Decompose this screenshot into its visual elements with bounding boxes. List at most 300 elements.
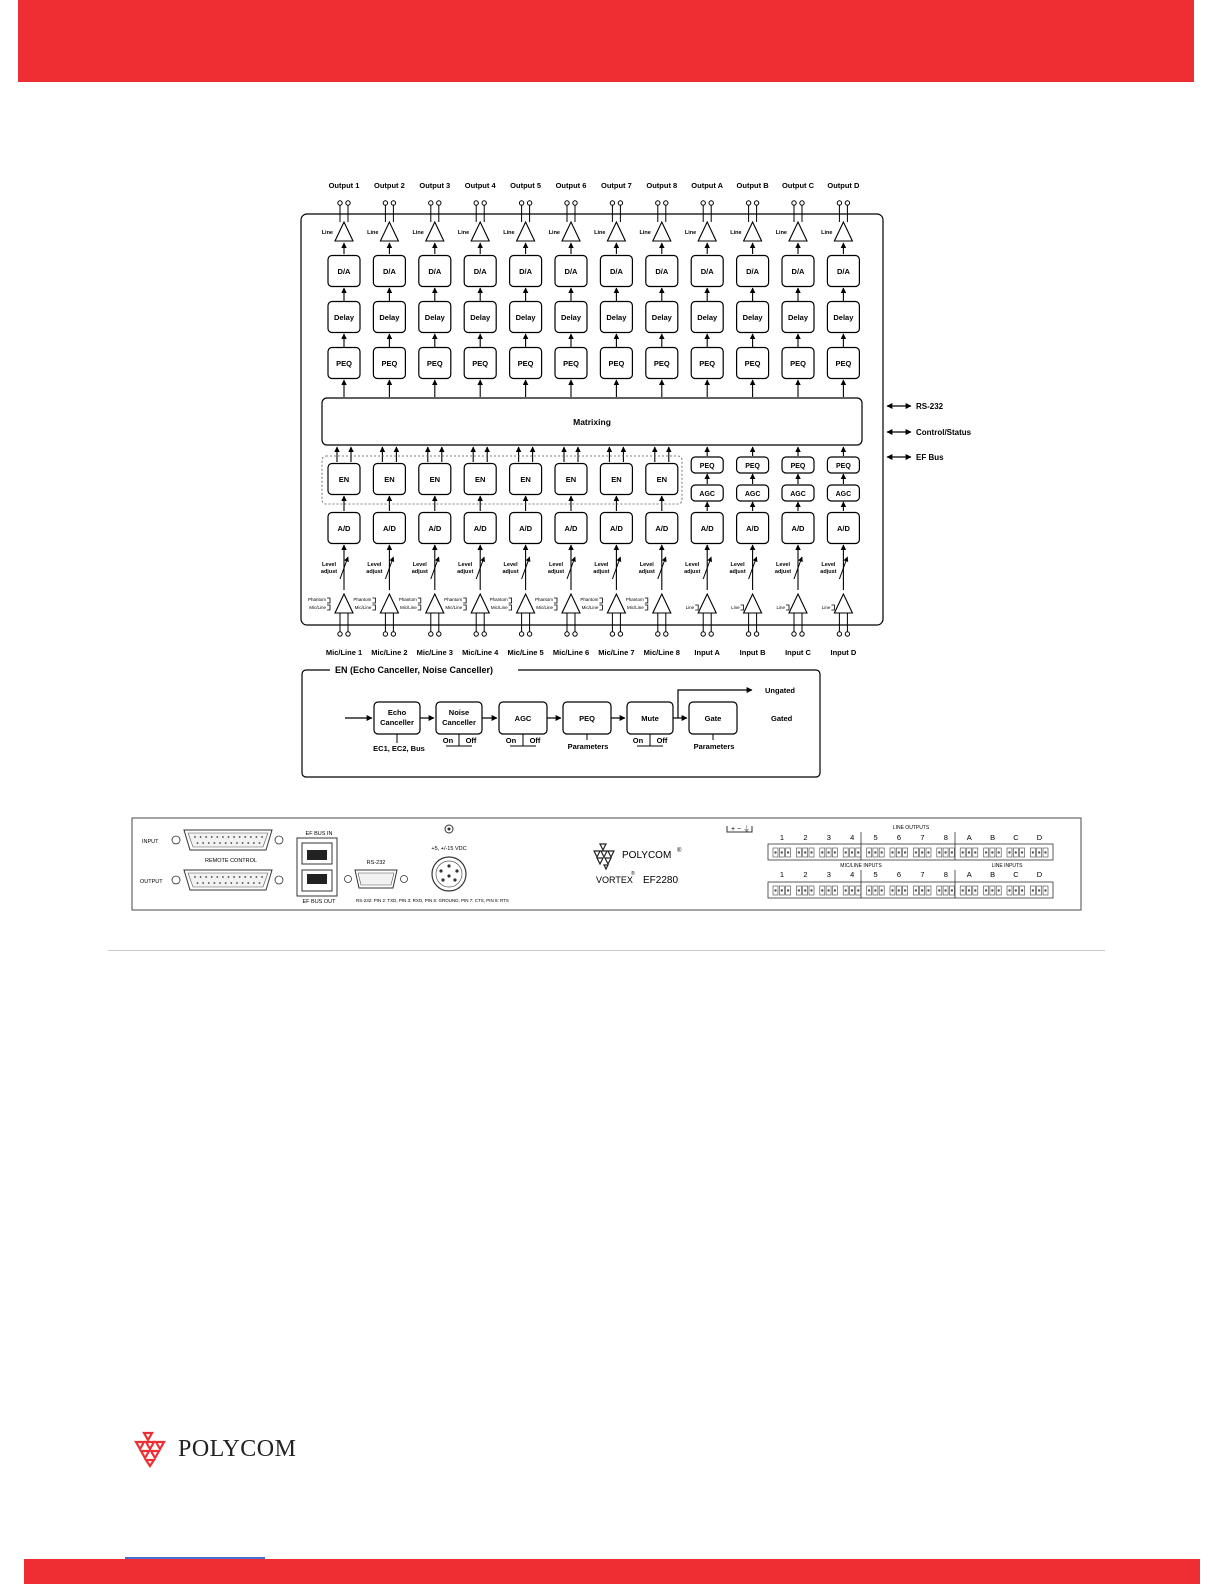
agc-block-label: AGC — [699, 491, 715, 498]
mic-line-label: Mic/Line — [445, 605, 463, 610]
db-pin — [259, 882, 261, 884]
output-terminal — [800, 201, 804, 205]
output-terminal — [610, 201, 614, 205]
output-terminal — [391, 201, 395, 205]
channel-number: 7 — [920, 870, 925, 879]
terminal-screw — [1015, 851, 1017, 853]
terminal-screw — [951, 889, 953, 891]
model-registered-icon: ® — [631, 871, 635, 877]
line-label: Line — [412, 230, 424, 236]
input-label-8: Mic/Line 8 — [643, 648, 680, 657]
terminal-screw — [1008, 851, 1010, 853]
delay-block-label: Delay — [470, 313, 491, 322]
mic-line-label: Mic/Line — [581, 605, 599, 610]
output-label-7: Output 7 — [600, 181, 632, 190]
input-label-5: Mic/Line 5 — [507, 648, 544, 657]
mic-line-label: Mic/Line — [490, 605, 508, 610]
level-label: Level — [775, 562, 791, 568]
rs232-pins-label: RS-232: PIN 2: TXD, PIN 3: RXD, PIN 5: GROUND, PIN 7: CTS, PIN 8: RTS — [356, 898, 509, 903]
terminal-screw — [927, 889, 929, 891]
peq-block-label: PEQ — [744, 359, 761, 368]
input-peq-block-label: PEQ — [790, 463, 806, 470]
input-label-7: Mic/Line 7 — [598, 648, 635, 657]
ad-block-label: A/D — [791, 524, 805, 533]
db-pin — [202, 842, 204, 844]
output-label-12: Output D — [827, 181, 860, 190]
terminal-screw — [881, 889, 883, 891]
model-prefix: VORTEX — [596, 875, 633, 885]
echo-canceller-label-1: Echo — [387, 708, 407, 717]
phantom-label: Phantom — [625, 597, 644, 602]
input-peq-block-label: PEQ — [699, 463, 715, 470]
input-amp-icon — [834, 594, 852, 613]
input-terminal — [346, 632, 350, 636]
terminal-screw — [881, 851, 883, 853]
terminal-screw — [898, 889, 900, 891]
nc-on: On — [442, 736, 454, 745]
ad-block-label: A/D — [428, 524, 442, 533]
rs232-label: RS-232 — [366, 860, 386, 866]
input-peq-block-label: PEQ — [745, 463, 760, 470]
adjust-label: adjust — [366, 569, 383, 575]
input-label-3: Mic/Line 3 — [416, 648, 453, 657]
da-block-label: D/A — [382, 267, 396, 276]
channel-number: 4 — [850, 833, 855, 842]
mic-line-label: Mic/Line — [400, 605, 417, 610]
terminal-screw — [821, 889, 823, 891]
input-amp-icon — [653, 594, 671, 613]
en-block-label: EN — [565, 475, 577, 484]
input-amp-icon — [744, 594, 762, 613]
db-pin — [239, 836, 241, 838]
peq-block-label: PEQ — [699, 359, 716, 368]
adjust-label: adjust — [320, 569, 338, 575]
echo-canceller-label-2: Canceller — [380, 718, 414, 727]
terminal-screw — [787, 889, 789, 891]
level-label: Level — [367, 562, 382, 568]
output-amp-icon — [789, 222, 807, 241]
ungated-label: Ungated — [765, 686, 795, 695]
db-pin — [211, 836, 213, 838]
ad-block-label: A/D — [473, 524, 487, 533]
peq-block-label: PEQ — [653, 359, 670, 368]
output-amp-icon — [653, 222, 671, 241]
output-terminal — [701, 201, 705, 205]
output-amp-icon — [517, 222, 535, 241]
terminal-screw — [968, 889, 970, 891]
mute-off: Off — [656, 736, 668, 745]
adjust-label: adjust — [820, 569, 837, 575]
terminal-screw — [921, 851, 923, 853]
bottom-red-banner — [24, 1559, 1200, 1584]
db-pin — [200, 876, 202, 878]
terminal-screw — [944, 851, 946, 853]
agc-block-label: AGC — [835, 491, 852, 498]
channel-number: 2 — [803, 833, 808, 842]
terminal-screw — [851, 889, 853, 891]
input-terminal — [482, 632, 486, 636]
phantom-label: Phantom — [353, 597, 372, 602]
channel-number: C — [1013, 870, 1019, 879]
input-terminal — [437, 632, 441, 636]
input-label-6: Mic/Line 6 — [552, 648, 590, 657]
line-label: Line — [367, 230, 379, 236]
terminal-screw — [1038, 851, 1040, 853]
input-terminal — [754, 632, 758, 636]
input-terminal — [800, 632, 804, 636]
adjust-label: adjust — [593, 569, 610, 575]
terminal-screw — [962, 851, 964, 853]
delay-block-label: Delay — [379, 313, 400, 322]
input-terminal — [709, 632, 713, 636]
rear-output-label: OUTPUT — [140, 879, 163, 885]
phantom-label: Phantom — [489, 597, 508, 602]
output-terminal — [429, 201, 433, 205]
terminal-screw — [787, 851, 789, 853]
da-block-label: D/A — [564, 267, 578, 276]
input-terminal — [391, 632, 395, 636]
terminal-screw — [891, 889, 893, 891]
agc-block-label: AGC — [790, 491, 806, 498]
peq-block-label: PEQ — [336, 359, 352, 368]
output-label-2: Output 2 — [373, 181, 405, 190]
delay-block-label: Delay — [333, 313, 355, 322]
terminal-screw — [874, 851, 876, 853]
db-pin — [219, 842, 221, 844]
channel-number: 3 — [826, 870, 831, 879]
da-block-label: D/A — [337, 267, 351, 276]
terminal-screw — [1015, 889, 1017, 891]
level-label: Level — [321, 562, 337, 568]
db-pin — [261, 876, 263, 878]
db-pin — [202, 882, 204, 884]
output-terminal — [482, 201, 486, 205]
input-terminal — [837, 632, 841, 636]
mic-line-label: Mic/Line — [536, 605, 553, 610]
db-pin — [228, 836, 230, 838]
db-pin — [253, 882, 255, 884]
port-control-status: Control/Status — [916, 428, 972, 437]
input-terminal — [338, 632, 342, 636]
terminal-screw — [874, 889, 876, 891]
terminal-screw — [962, 889, 964, 891]
agc-block-label: AGC — [744, 491, 761, 498]
output-terminal — [565, 201, 569, 205]
line-in-label: Line — [821, 605, 831, 610]
remote-control-label: REMOTE CONTROL — [205, 858, 257, 864]
output-terminal — [664, 201, 668, 205]
input-amp-icon — [562, 594, 580, 613]
db-pin — [214, 842, 216, 844]
output-amp-icon — [426, 222, 444, 241]
level-label: Level — [685, 562, 700, 568]
level-label: Level — [458, 562, 473, 568]
terminal-screw — [921, 889, 923, 891]
terminal-screw — [834, 851, 836, 853]
terminal-screw — [798, 889, 800, 891]
output-amp-icon — [380, 222, 398, 241]
model-name: EF2280 — [643, 875, 679, 886]
terminal-screw — [821, 851, 823, 853]
port-rs232: RS-232 — [916, 402, 944, 411]
adjust-label: adjust — [774, 569, 792, 575]
delay-block-label: Delay — [787, 313, 809, 322]
input-amp-icon — [698, 594, 716, 613]
adjust-label: adjust — [547, 569, 565, 575]
agc-off: Off — [529, 736, 541, 745]
input-terminal — [565, 632, 569, 636]
delay-block-label: Delay — [606, 313, 627, 322]
output-label-3: Output 3 — [419, 181, 451, 190]
ad-block-label: A/D — [519, 524, 533, 533]
mic-line-label: Mic/Line — [309, 605, 326, 610]
terminal-screw — [834, 889, 836, 891]
line-in-label: Line — [731, 605, 740, 610]
da-block-label: D/A — [700, 267, 714, 276]
terminal-screw — [904, 851, 906, 853]
input-label-9: Input A — [694, 648, 720, 657]
db-pin — [225, 882, 227, 884]
db-pin — [259, 842, 261, 844]
input-amp-icon — [426, 594, 444, 613]
output-amp-icon — [744, 222, 762, 241]
ad-block-label: A/D — [700, 524, 714, 533]
da-block-label: D/A — [609, 267, 623, 276]
noise-canceller-label-2: Canceller — [442, 718, 476, 727]
input-terminal — [429, 632, 433, 636]
terminal-screw — [951, 851, 953, 853]
db-pin — [233, 876, 235, 878]
da-block-label: D/A — [746, 267, 760, 276]
terminal-screw — [1044, 889, 1046, 891]
db-pin — [197, 882, 199, 884]
output-label-1: Output 1 — [328, 181, 360, 190]
db-pin — [216, 836, 218, 838]
input-amp-icon — [607, 594, 625, 613]
terminal-screw — [868, 889, 870, 891]
channel-number: 2 — [803, 870, 808, 879]
svg-text:+ − ⏚: + − ⏚ — [731, 826, 751, 833]
en-block-label: EN — [611, 475, 622, 484]
level-label: Level — [594, 562, 609, 568]
channel-number: B — [990, 833, 996, 842]
line-label: Line — [503, 230, 515, 236]
ad-block-label: A/D — [609, 524, 623, 533]
da-block-label: D/A — [791, 267, 805, 276]
input-label-10: Input B — [739, 648, 766, 657]
terminal-screw — [857, 851, 859, 853]
terminal-screw — [1038, 889, 1040, 891]
db-pin — [205, 876, 207, 878]
db-pin — [208, 842, 210, 844]
output-terminal — [709, 201, 713, 205]
input-label-11: Input C — [785, 648, 811, 657]
ad-block-label: A/D — [836, 524, 850, 533]
mic-line-label: Mic/Line — [354, 605, 372, 610]
peq-block-label: PEQ — [381, 359, 398, 368]
level-label: Level — [821, 562, 836, 568]
terminal-screw — [810, 851, 812, 853]
terminal-screw — [927, 851, 929, 853]
delay-block-label: Delay — [560, 313, 582, 322]
ad-block-label: A/D — [382, 524, 396, 533]
db-pin — [225, 842, 227, 844]
input-terminal — [527, 632, 531, 636]
output-label-11: Output C — [781, 181, 815, 190]
terminal-screw — [938, 889, 940, 891]
output-terminal — [519, 201, 523, 205]
input-terminal — [474, 632, 478, 636]
mute-on: On — [632, 736, 644, 745]
nc-off: Off — [465, 736, 477, 745]
input-terminal — [519, 632, 523, 636]
terminal-screw — [857, 889, 859, 891]
channel-number: 6 — [896, 833, 902, 842]
line-label: Line — [730, 230, 742, 236]
db-pin — [239, 876, 241, 878]
output-amp-icon — [562, 222, 580, 241]
power-connector — [432, 857, 466, 891]
output-amp-icon — [471, 222, 489, 241]
phantom-label: Phantom — [580, 597, 599, 602]
da-block-label: D/A — [473, 267, 487, 276]
input-peq-block-label: PEQ — [836, 463, 851, 470]
channel-number: 8 — [943, 870, 948, 879]
input-amp-icon — [335, 594, 353, 613]
side-ports — [887, 402, 972, 462]
input-amp-icon — [517, 594, 535, 613]
en-block-label: EN — [474, 475, 486, 484]
ad-block-label: A/D — [746, 524, 760, 533]
output-terminal — [573, 201, 577, 205]
peq-block-label: PEQ — [608, 359, 625, 368]
phantom-label: Phantom — [307, 597, 326, 602]
output-terminal — [618, 201, 622, 205]
input-terminal — [701, 632, 705, 636]
phantom-label: Phantom — [534, 597, 553, 602]
line-label: Line — [457, 230, 470, 236]
input-terminal — [610, 632, 614, 636]
peq-block-label: PEQ — [426, 359, 443, 368]
db-pin — [222, 876, 224, 878]
db-pin — [253, 842, 255, 844]
rear-input-label: INPUT — [142, 839, 159, 845]
output-terminal — [383, 201, 387, 205]
line-inputs-label: LINE INPUTS — [991, 863, 1023, 869]
noise-canceller-label-1: Noise — [448, 708, 470, 717]
output-amp-icon — [607, 222, 625, 241]
db-pin — [200, 836, 202, 838]
line-outputs-label: LINE OUTPUTS — [892, 825, 930, 831]
terminal-screw — [827, 851, 829, 853]
input-terminal — [664, 632, 668, 636]
db-pin — [244, 836, 246, 838]
channel-number: 1 — [779, 833, 785, 842]
adjust-label: adjust — [638, 569, 655, 575]
db-pin — [256, 876, 258, 878]
terminal-screw — [904, 889, 906, 891]
terminal-screw — [851, 851, 853, 853]
da-block-label: D/A — [428, 267, 442, 276]
db-pin — [205, 836, 207, 838]
terminal-screw — [774, 851, 776, 853]
output-amp-icon — [698, 222, 716, 241]
line-label: Line — [639, 230, 651, 236]
terminal-screw — [1008, 889, 1010, 891]
line-label: Line — [594, 230, 606, 236]
db-pin — [208, 882, 210, 884]
db-pin — [216, 876, 218, 878]
input-terminal — [573, 632, 577, 636]
phantom-label: Phantom — [398, 597, 417, 602]
terminal-screw — [774, 889, 776, 891]
input-label-12: Input D — [830, 648, 857, 657]
matrixing-label: Matrixing — [573, 417, 611, 427]
terminal-screw — [985, 851, 987, 853]
output-terminal — [474, 201, 478, 205]
terminal-screw — [781, 889, 783, 891]
ef-bus-in-label: EF BUS IN — [305, 831, 333, 837]
db-pin — [244, 876, 246, 878]
channel-number: B — [990, 870, 996, 879]
db-pin — [197, 842, 199, 844]
input-terminal — [792, 632, 796, 636]
output-label-4: Output 4 — [464, 181, 496, 190]
output-terminal — [746, 201, 750, 205]
db-pin — [228, 876, 230, 878]
da-block-label: D/A — [836, 267, 850, 276]
db25-output-connector — [172, 870, 283, 890]
line-label: Line — [548, 230, 560, 236]
channel-number: 7 — [920, 833, 925, 842]
db-pin — [214, 882, 216, 884]
port-ef-bus: EF Bus — [916, 453, 944, 462]
output-terminal — [845, 201, 849, 205]
level-label: Level — [639, 562, 654, 568]
echo-sub-label: EC1, EC2, Bus — [373, 744, 425, 753]
input-terminal — [383, 632, 387, 636]
db-pin — [236, 842, 238, 844]
phantom-label: Phantom — [444, 597, 463, 602]
terminal-screw — [781, 851, 783, 853]
terminal-screw — [1032, 851, 1034, 853]
input-label-2: Mic/Line 2 — [371, 648, 408, 657]
level-label: Level — [548, 562, 564, 568]
da-block-label: D/A — [519, 267, 533, 276]
delay-block-label: Delay — [515, 313, 536, 322]
terminal-screw — [938, 851, 940, 853]
terminal-screw — [1021, 889, 1023, 891]
power-label: +5, +/-15 VDC — [431, 846, 467, 852]
db-pin — [247, 882, 249, 884]
line-in-label: Line — [776, 605, 785, 610]
channel-number: A — [966, 870, 972, 879]
line-label: Line — [775, 230, 787, 236]
terminal-screw — [810, 889, 812, 891]
output-label-9: Output A — [691, 181, 724, 190]
output-terminal — [338, 201, 342, 205]
output-terminal — [437, 201, 441, 205]
output-terminal — [527, 201, 531, 205]
output-terminal — [346, 201, 350, 205]
delay-block-label: Delay — [833, 313, 854, 322]
output-amp-icon — [335, 222, 353, 241]
terminal-screw — [827, 889, 829, 891]
ad-block-label: A/D — [564, 524, 578, 533]
channel-number: 4 — [850, 870, 855, 879]
delay-block-label: Delay — [424, 313, 445, 322]
delay-block-label: Delay — [742, 313, 763, 322]
